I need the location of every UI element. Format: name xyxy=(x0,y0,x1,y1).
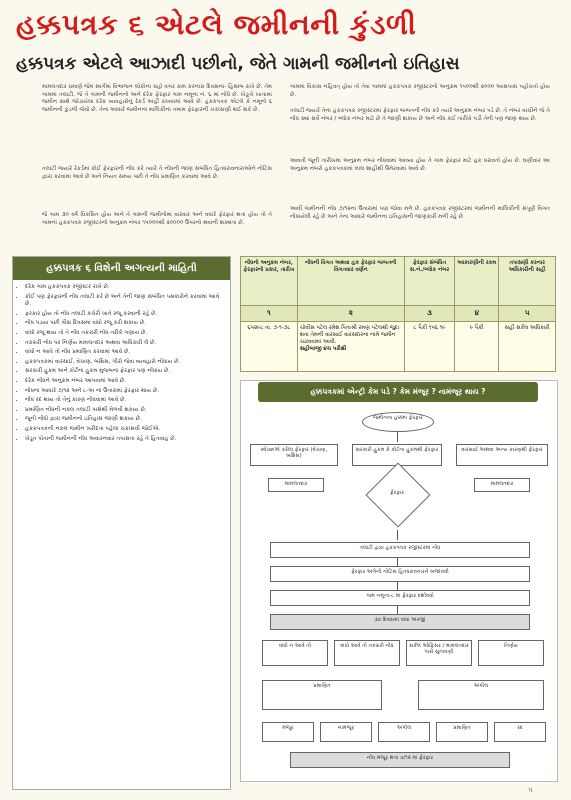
info-item: • નોંધ રદ થાય તો તેનું કારણ નોંધવામાં આવે છે. xyxy=(25,397,226,405)
table-header: તપાસણી કરનાર અધિકારીની સહી xyxy=(499,257,556,306)
info-item: • સરકારી હુકમ અને કોર્ટના હુકમ મુજબના ફેરફાર પણ નોંધાય છે. xyxy=(25,368,226,376)
info-item: • દરેક નોંધને અનુક્રમ નંબર આપવામાં આવે છે. xyxy=(25,378,226,386)
officer-cell: સહી સર્કલ અધિકારી xyxy=(499,322,556,372)
info-item: • નોંધના આધારે ૭/૧૨ અને ૮-અ ના ઉતારામાં ફેરફાર થાય છે. xyxy=(25,388,226,396)
register-table xyxy=(240,256,556,372)
flow-decision-label: ફેરફાર xyxy=(389,490,405,496)
flow-note-left: પ્રમાણિત xyxy=(262,680,382,710)
flow-step-1: તલાટી દ્વારા હકકપત્રક રજીસ્ટરમાં નોંધ xyxy=(270,542,530,558)
intro-right-para-2: તલાટી જ્યારે તેના હકકપત્રક રજીસ્ટરમાં ફેરફાર બાબતની નોંધ કરે ત્યારે અનુક્રમ નંબર પડે છે. તે નંબર વાંચીને જે તે નોંધ ક્યા સર્વે નંબર / બ્લોક નંબર માટે છે તે જાણી શકાય છે અને નોંધ કઈ તારીખે પડી તેની પણ જાણ થાય છે. xyxy=(290,108,550,122)
page-number: ૫ xyxy=(528,786,533,794)
flow-branch-a: વાંધો ન આવે તો xyxy=(262,640,328,666)
detail-text: ચોવીસ પટેલ રમેશ પિતાશ્રી રમણ પટેલથી જુદા થતા તેમની વારસાઈ વારસદારના નામે જમીન ચઢાવવામાં આવી. xyxy=(299,325,400,345)
intro-right-para-1: ગામમાં વિકાસ નહિવત્ હોય તો તેવા ગામમાં હકકપત્રક રજીસ્ટરનો અનુક્રમ ૧૫૦૦થી ૨૦૦૦ આસપાસ પહોંચતો હોય છે. xyxy=(290,84,550,98)
info-item: • પ્રમાણિત નોંધની નકલ તલાટી પાસેથી મેળવી શકાય છે. xyxy=(25,407,226,415)
info-item: • ફરકાર હોય તો નોંધ તલાટી કચેરી ખાતે રજૂ કરવાની રહે છે. xyxy=(25,311,226,319)
flowchart-heading: હક્કપત્રકમાં એન્ટ્રી કેમ પડે ? કેમ મંજૂર ? નામંજૂર થાય ? xyxy=(258,382,538,402)
info-item: • હકકપત્રકમાં વારસાઈ, વેચાણ, બક્ષિસ, ગીરો જેવા વ્યવહારો નોંધાય છે. xyxy=(25,359,226,367)
info-list xyxy=(13,284,230,443)
flow-step-4: ૩૦ દિવસમાં વાંધા અરજી xyxy=(270,614,530,630)
column-number: ૩ xyxy=(404,306,454,322)
survey-cell: ૮ પૈકી ૧૫૬ ૧૯ xyxy=(404,322,454,372)
assessment-cell: ૯ પૈકી xyxy=(455,322,499,372)
flow-start: જમીનના હક્કમાં ફેરફાર xyxy=(362,412,434,432)
flow-option-right: વારસાઈ અથવા અન્ય કારણથી ફેરફાર xyxy=(456,444,548,466)
intro-para-3: જે ગામ ૩૦ વર્ષ વિકસિત હોય અને તે ગામની જમીનોમાં વારંવાર અને વધારે ફેરફાર થતા હોય તો તે ગામનાં હકકપત્રક રજીસ્ટરનો અનુક્રમ નંબર ૧૫૦૦૦થી ૨૦૦૦૦ ઉપરનો થવાની શક્યતા છે. xyxy=(42,212,272,226)
flow-option-left: સ્વેચ્છાએ કરેલા ફેરફાર (વેચાણ, બક્ષિસ) xyxy=(250,444,338,466)
column-number: ૪ xyxy=(455,306,499,322)
flow-final-4: પ્રમાણિત xyxy=(436,722,488,742)
intro-right-para-4: આવી જમીનની નોંધ ૭/૧૨ના ઉતારામાં પણ જોવા મળે છે. હકકપત્રક રજીસ્ટરમાં જમીનની માલિકીની સંપૂર્ણ વિગત નોંધાયેલી રહે છે અને તેના આધારે જમીનના ઇતિહાસની જાણકારી મળી રહે છે. xyxy=(290,206,550,220)
flow-final-3: અપીલ xyxy=(378,722,430,742)
table-header: નોંધનો અનુક્રમ નંબર, ફેરફારનો પ્રકાર, તારીખ xyxy=(241,257,298,306)
flow-final-1: મંજૂર xyxy=(262,722,314,742)
detail-cell xyxy=(297,322,404,372)
table-header: આકારણીની રકમ xyxy=(455,257,499,306)
column-number: ૨ xyxy=(297,306,404,322)
flow-branch-d: નિર્ણય xyxy=(478,640,544,666)
flow-bottom: નોંધ મંજૂર થતા ૭/૧૨ માં ફેરફાર xyxy=(290,752,510,768)
info-item: • જૂની નોંધો દ્વારા જમીનનો ઇતિહાસ જાણી શકાય છે. xyxy=(25,416,226,424)
connector xyxy=(397,582,398,590)
flow-note-right: અપીલ xyxy=(418,680,544,710)
flow-final-5: રદ xyxy=(494,722,546,742)
column-number: ૧ xyxy=(241,306,298,322)
flow-office-right: મામલતદાર xyxy=(474,478,530,492)
intro-para-2: તલાટી જ્યારે રેકર્ડમાં કોઈ ફેરફારની નોંધ કરે ત્યારે તે નોંધની જાણ સંબંધિત હિતધરાવનારાઓને નોટિસ દ્વારા કરવામાં આવે છે અને નિયત સમય પછી તે નોંધ પ્રમાણિત કરવામાં આવે છે. xyxy=(42,166,272,180)
info-item: • તકરારી નોંધ પર નિર્ણય મામલતદાર અથવા અધિકારી લે છે. xyxy=(25,340,226,348)
info-item: • વાંધો ન આવે તો નોંધ પ્રમાણિત કરવામાં આવે છે. xyxy=(25,349,226,357)
info-box xyxy=(12,256,231,790)
page-title: હક્કપત્રક ૬ એટલે જમીનની કુંડળી xyxy=(16,8,417,41)
connector xyxy=(397,558,398,566)
table-header: ફેરફાર સંબંધિત સ.નં./બ્લોક નંબર xyxy=(404,257,454,306)
flow-step-3: ગામ નમૂના-૮ માં ફેરફાર દર્શાવવો xyxy=(270,590,530,606)
intro-right-para-3: આવતી જૂની તારીખમાં અનુક્રમ નંબર નોંધવામાં આવ્યા હોય તે ગામ ફેરફાર માટે હક ધરાવતો હોય છે. ઘણીવાર આ અનુક્રમ નંબરો હકકપત્રકમાં લાલ શાહીથી ઉમેરવામાં આવે છે. xyxy=(290,158,550,172)
table-row xyxy=(241,322,556,372)
info-item: • દરેક ગામ હકકપત્રક રજીસ્ટર રાખે છે. xyxy=(25,284,226,292)
info-item: • નોંધ પડયા પછી ત્રીસ દિવસમાં વાંધો રજૂ કરી શકાય છે. xyxy=(25,320,226,328)
table-header: નોંધની વિગત અથવા હક ફેરફાર બાબતની વિગતવાર વર્ણન xyxy=(297,257,404,306)
info-item: • વાંધો રજૂ થાય તો તે નોંધ તકરારી નોંધ તરીકે ગણાય છે. xyxy=(25,330,226,338)
connector xyxy=(397,606,398,614)
page-subtitle: હક્કપત્રક એટલે આઝાદી પછીનો, જેતે ગામની જમીનનો ઇતિહાસ xyxy=(16,54,460,74)
connector xyxy=(397,530,398,540)
detail-footer: સહીબાજી ૪ચ પરીક્ષી xyxy=(299,346,347,352)
flow-branch-b: વાંધો આવે તો તકરારી નોંધ xyxy=(334,640,400,666)
info-item: • કોઈ પણ ફેરફારની નોંધ તલાટી કરે છે અને તેની જાણ સંબંધિત પક્ષકારોને કરવામાં આવે છે. xyxy=(25,294,226,309)
column-number: ૫ xyxy=(499,306,556,322)
connector xyxy=(397,432,398,442)
info-item: • હકકપત્રકની નકલ જમીન ખરીદતા પહેલા ચકાસવી જોઈએ. xyxy=(25,426,226,434)
info-box-heading: હક્કપત્રક ૬ વિશેની અગત્યની માહિતી xyxy=(13,257,230,280)
flow-branch-c: સર્કલ ઓફિસર / મામલતદાર પાસે સુનાવણી xyxy=(406,640,472,666)
info-item: • ખેડૂત પોતાની જમીનની નોંધ અવારનવાર તપાસતા રહે તે હિતાવહ છે. xyxy=(25,436,226,444)
flow-final-2: નામંજૂર xyxy=(320,722,372,742)
flow-office-left: મામલતદાર xyxy=(268,478,324,492)
entry-cell: ૬૫૨૯૮ તા. ૭-૧-૭૮ xyxy=(241,322,298,372)
flow-step-2: ફેરફાર અંગેની નોટિસ હિતધરાવનારને બજાવવી xyxy=(270,566,530,582)
flow-option-mid: સરકારી હુકમ કે કોર્ટના હુકમથી ફેરફાર xyxy=(352,444,442,466)
intro-para-1: મામલતદાર પ્રમાણે જેમ સ્વર્ગમાં વિભાજન લોકોના ગ્રહો વગર કામ કરનારા દિવસના- હિસાબ રાખે છે. તેમ ગામમાં તલાટી, જે તે ગામની જમીનનો અને દરેક ફેરફાર ગામ નમૂના નં. ૬ માં નોંધે છે. ખેડૂતો ખાતામાં જમીન સાથે જોડાયેલા દરેક વ્યવહારોનું રેકર્ડ અહીં રાખવામાં આવે છે. હકકપત્રક એટલે કે નમૂનો ૬ જમીનની કુંડળી જેવો છે. તેના આધારે જમીનના માલિકીના તમામ ફેરફારની ચકાસણી થઈ શકે છે. xyxy=(42,84,272,113)
